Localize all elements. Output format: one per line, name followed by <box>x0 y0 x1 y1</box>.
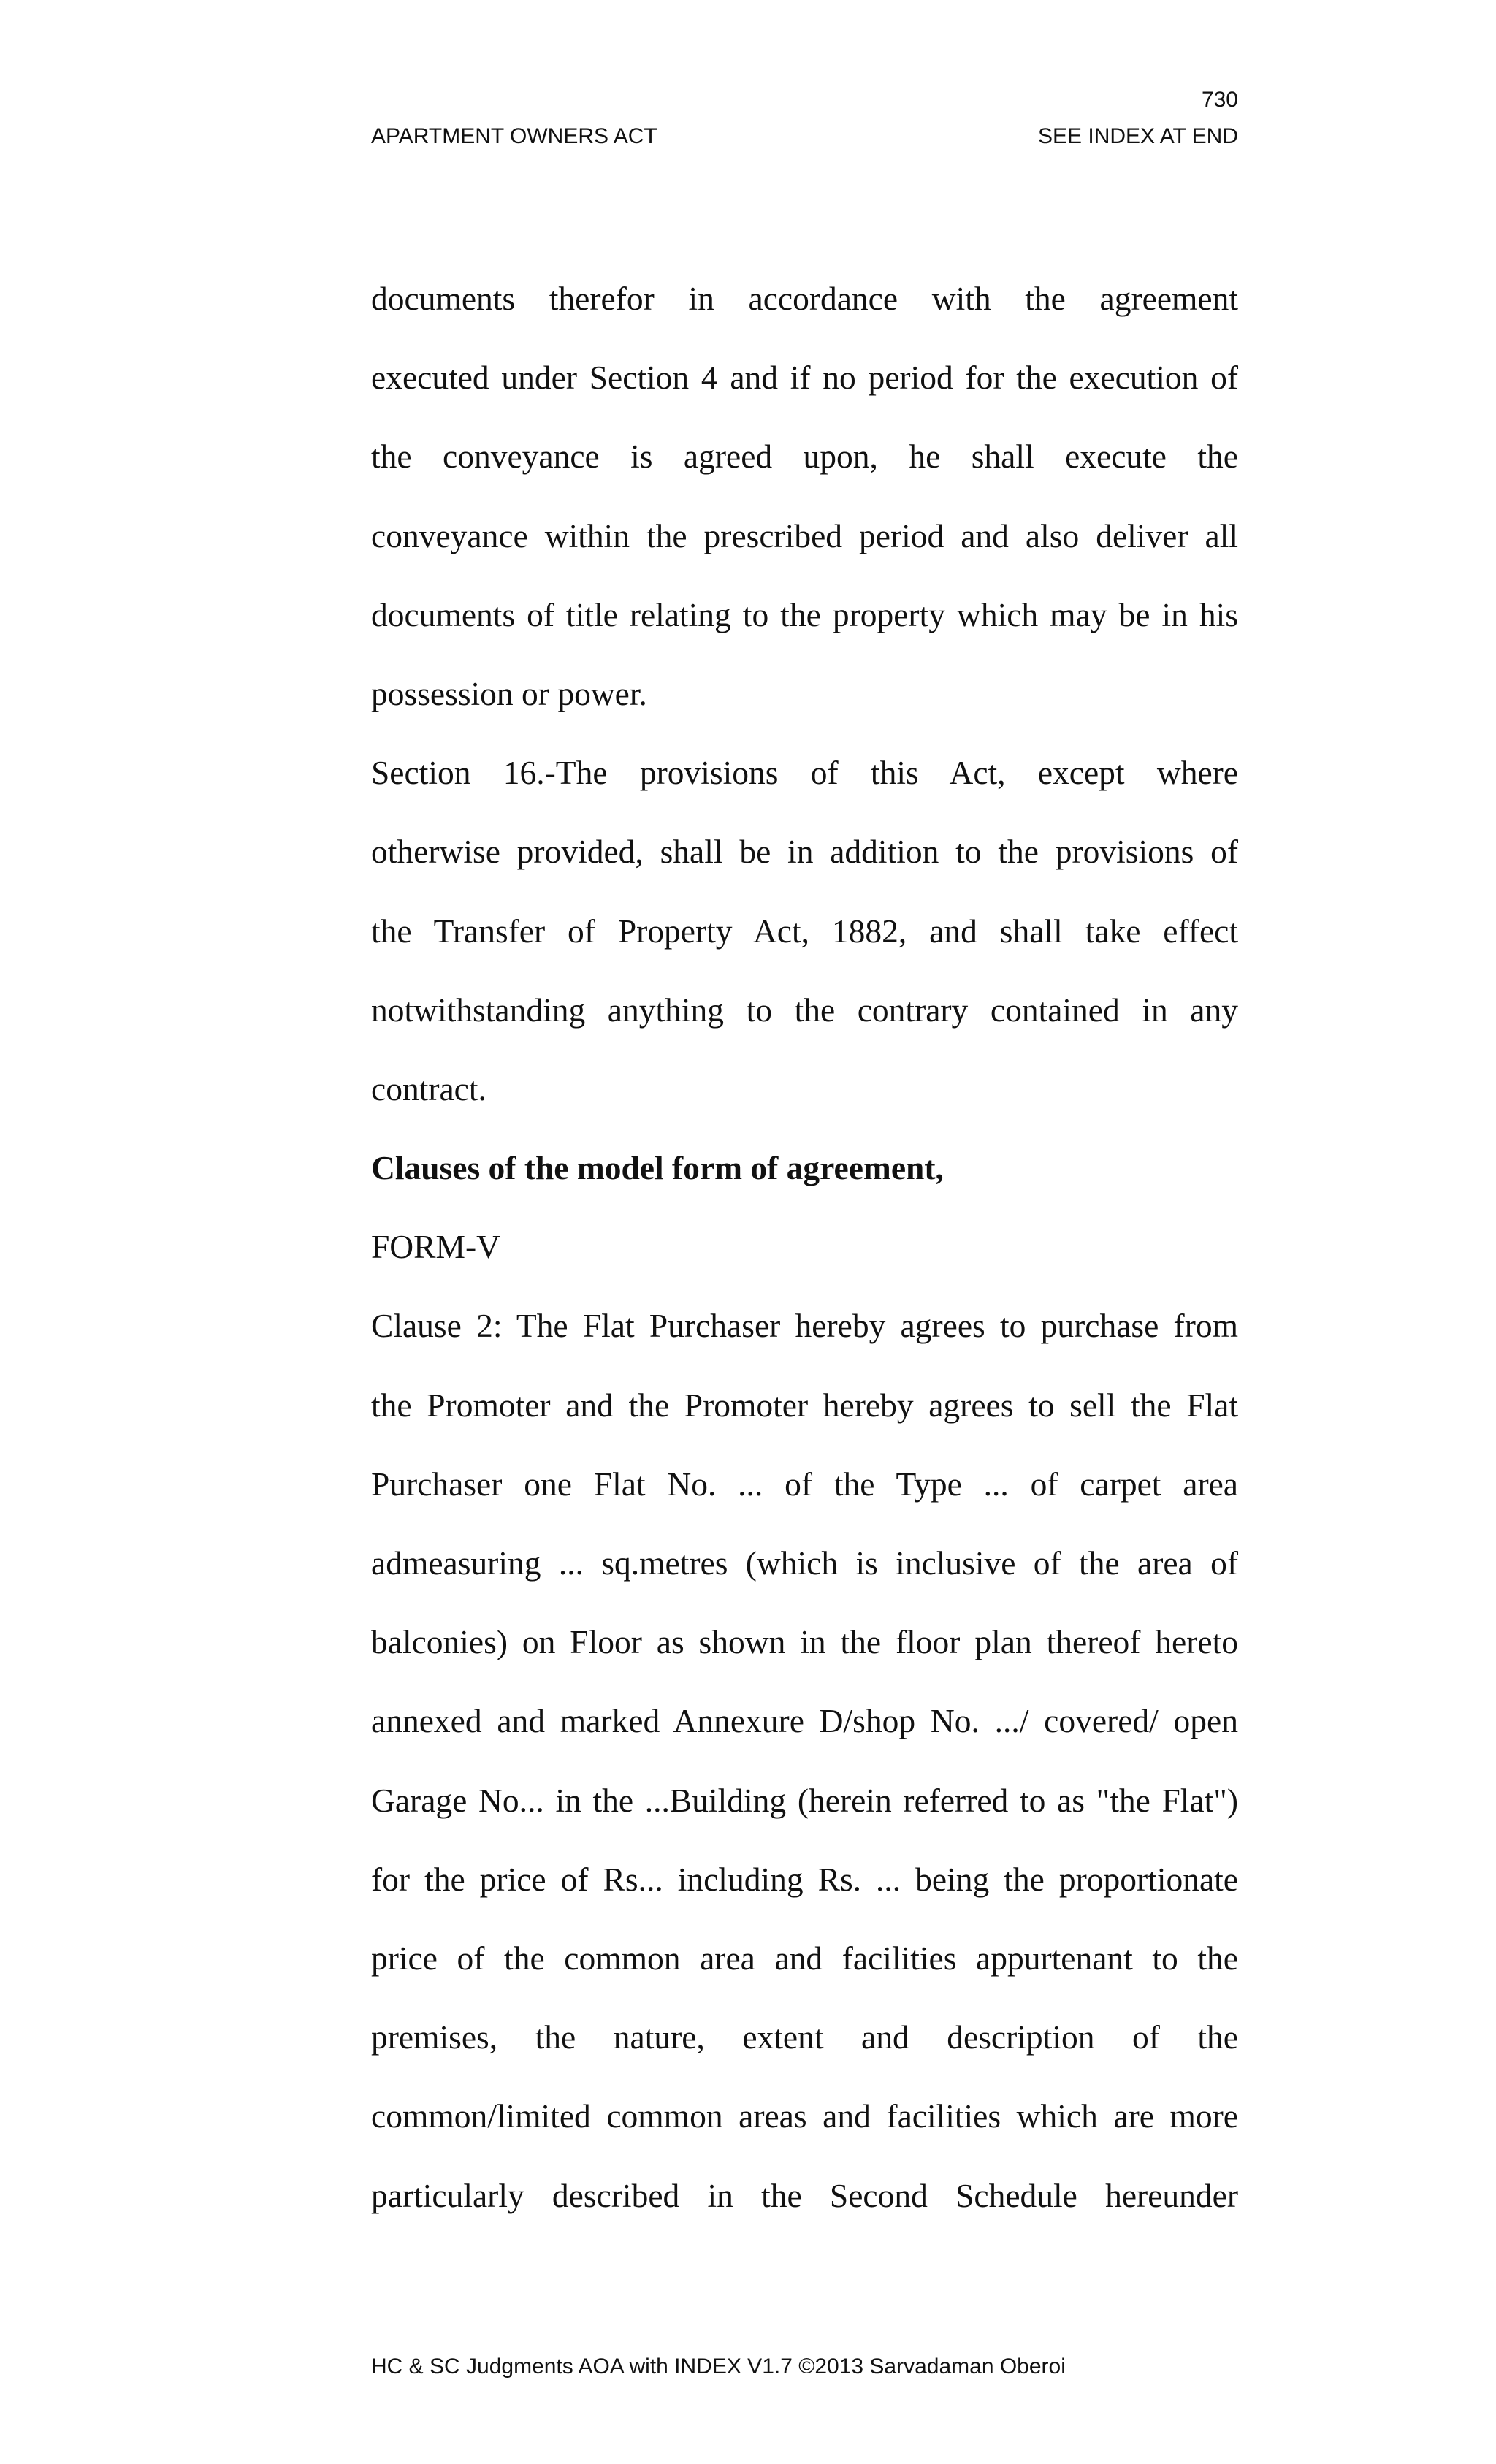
text-line: conveyance within the prescribed period and also deliver all <box>371 516 1238 554</box>
text-line: balconies) on Floor as shown in the floor plan thereof hereto <box>371 1623 1238 1661</box>
text-line: contract. <box>371 1069 486 1107</box>
text-line: premises, the nature, extent and description of the <box>371 2018 1238 2056</box>
running-header-index-note: SEE INDEX AT END <box>1038 124 1238 148</box>
text-line: the Transfer of Property Act, 1882, and shall take effect <box>371 912 1238 950</box>
text-line: price of the common area and facilities appurtenant to the <box>371 1939 1238 1977</box>
heading-model-form-clauses: Clauses of the model form of agreement, <box>371 1149 944 1187</box>
text-line: otherwise provided, shall be in addition to the provisions of <box>371 833 1238 871</box>
paragraph-section-16 <box>371 733 1238 1129</box>
text-line: Purchaser one Flat No. ... of the Type ... of carpet area <box>371 1465 1238 1503</box>
text-line: particularly described in the Second Schedule hereunder <box>371 2176 1238 2214</box>
text-line: the Promoter and the Promoter hereby agrees to sell the Flat <box>371 1386 1238 1424</box>
text-line: annexed and marked Annexure D/shop No. .../ covered/ open <box>371 1702 1238 1740</box>
text-line: documents of title relating to the property which may be in his <box>371 595 1238 633</box>
text-line: possession or power. <box>371 674 647 712</box>
text-line: Clause 2: The Flat Purchaser hereby agrees to purchase from <box>371 1307 1238 1345</box>
text-line: for the price of Rs... including Rs. ... being the proportionate <box>371 1860 1238 1898</box>
document-body <box>371 259 1238 2235</box>
paragraph-conveyance <box>371 259 1238 733</box>
text-line: notwithstanding anything to the contrary contained in any <box>371 991 1238 1029</box>
text-line: executed under Section 4 and if no period for the execution of <box>371 359 1238 397</box>
text-line: Section 16.-The provisions of this Act, except where <box>371 754 1238 792</box>
page-number: 730 <box>1201 88 1238 112</box>
text-line: documents therefor in accordance with the agreement <box>371 280 1238 317</box>
page-footer: HC & SC Judgments AOA with INDEX V1.7 ©2013 Sarvadaman Oberoi <box>371 2354 1066 2379</box>
text-line: the conveyance is agreed upon, he shall execute the <box>371 438 1238 476</box>
text-line: Garage No... in the ...Building (herein referred to as "the Flat") <box>371 1781 1238 1819</box>
running-header-title: APARTMENT OWNERS ACT <box>371 124 657 148</box>
section-heading <box>371 1129 1238 1208</box>
text-line: admeasuring ... sq.metres (which is inclusive of the area of <box>371 1544 1238 1582</box>
text-line: common/limited common areas and facilities which are more <box>371 2097 1238 2135</box>
form-label-block <box>371 1208 1238 1286</box>
paragraph-clause-2 <box>371 1286 1238 2235</box>
form-label: FORM-V <box>371 1228 500 1266</box>
